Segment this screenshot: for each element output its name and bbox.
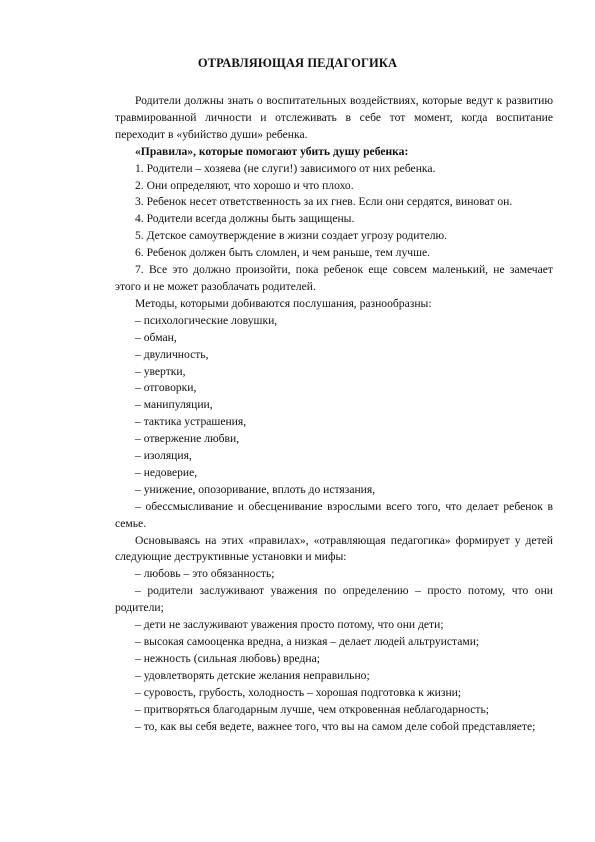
myth-item: – дети не заслуживают уважения просто потому, что они дети; xyxy=(135,618,444,632)
rule-item: 4. Родители всегда должны быть защищены. xyxy=(135,212,355,226)
method-item: – манипуляции, xyxy=(135,398,213,412)
method-item: – обессмысливание и обесценивание взрослыми всего того, что делает ребенок в семье. xyxy=(115,499,553,530)
myth-item: – нежность (сильная любовь) вредна; xyxy=(135,651,321,665)
intro-paragraph: Родители должны знать о воспитательных воздействиях, которые ведут к развитию травмированной личности и отслеживать в себе тот момент, когда воспитание переходит в «убийство души» ребенка. xyxy=(115,94,553,141)
rule-item: 1. Родители – хозяева (не слуги!) зависимого от них ребенка. xyxy=(135,161,436,175)
rule-item: 3. Ребенок несет ответственность за их гнев. Если они сердятся, виноват он. xyxy=(135,195,513,209)
rules-heading-text: «Правила», которые помогают убить душу ребенка: xyxy=(135,144,409,158)
method-item: – психологические ловушки, xyxy=(135,313,278,327)
myth-item: – удовлетворять детские желания неправильно; xyxy=(135,668,370,682)
rule-item: 6. Ребенок должен быть сломлен, и чем раньше, тем лучше. xyxy=(135,246,431,260)
methods-heading: Методы, которыми добиваются послушания, разнообразны: xyxy=(135,296,432,310)
rule-item: 7. Все это должно произойти, пока ребенок еще совсем маленький, не замечает этого и не может разоблачать родителей. xyxy=(115,263,553,293)
method-item: – недоверие, xyxy=(135,465,198,479)
myths-list xyxy=(115,566,553,735)
myth-item: – суровость, грубость, холодность – хорошая подготовка к жизни; xyxy=(135,685,462,699)
document-body xyxy=(115,93,553,735)
method-item: – тактика устрашения, xyxy=(135,415,247,429)
document-title: ОТРАВЛЯЮЩАЯ ПЕДАГОГИКА xyxy=(197,56,398,70)
myth-item: – любовь – это обязанность; xyxy=(135,567,275,581)
method-item: – изоляция, xyxy=(135,449,192,463)
method-item: – отговорки, xyxy=(135,381,197,395)
method-item: – унижение, опозоривание, вплоть до истязания, xyxy=(135,482,376,496)
method-item: – увертки, xyxy=(135,364,186,378)
method-item: – отвержение любви, xyxy=(135,432,240,446)
myth-item: – притворяться благодарным лучше, чем откровенная неблагодарность; xyxy=(135,702,490,716)
myths-intro: Основываясь на этих «правилах», «отравляющая педагогика» формирует у детей следующие деструктивные установки и мифы: xyxy=(115,533,553,564)
rules-heading xyxy=(115,144,553,161)
method-item: – обман, xyxy=(135,330,177,344)
myth-item: – то, как вы себя ведете, важнее того, что вы на самом деле собой представляете; xyxy=(135,719,536,733)
myth-item: – высокая самооценка вредна, а низкая – делает людей альтруистами; xyxy=(135,635,480,648)
rule-item: 2. Они определяют, что хорошо и что плохо. xyxy=(135,178,354,192)
rules-list xyxy=(115,161,553,296)
method-item: – двуличность, xyxy=(135,347,209,361)
rule-item: 5. Детское самоутверждение в жизни создает угрозу родителю. xyxy=(135,229,448,243)
myth-item: – родители заслуживают уважения по определению – просто потому, что они родители; xyxy=(115,584,553,615)
methods-list xyxy=(115,313,553,533)
